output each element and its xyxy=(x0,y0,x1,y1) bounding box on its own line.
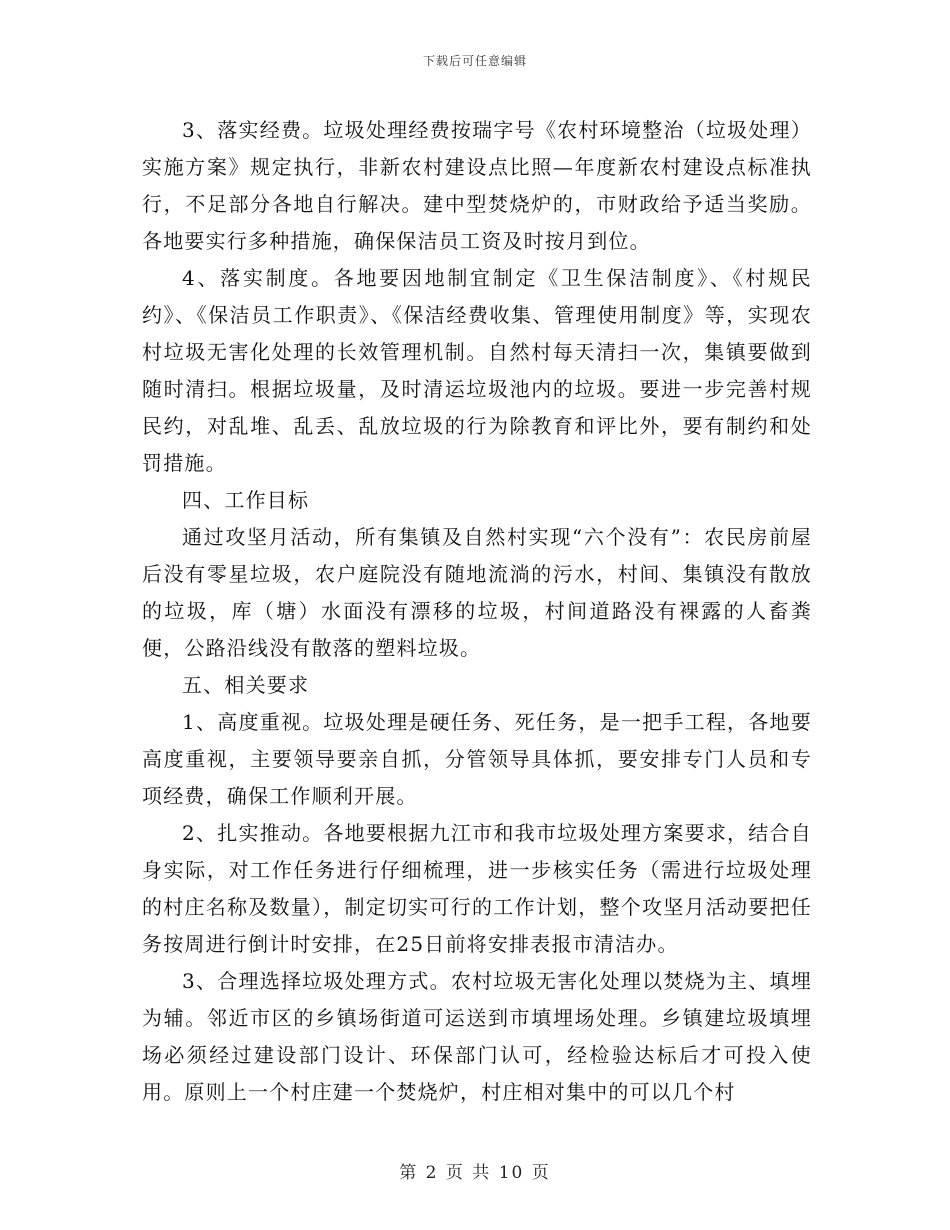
page-footer: 第 2 页 共 10 页 xyxy=(399,1163,551,1183)
paragraph-attention: 1、高度重视。垃圾处理是硬任务、死任务，是一把手工程，各地要高度重视，主要领导要亲自抓，分管领导具体抓，要安排专门人员和专项经费，确保工作顺利开展。 xyxy=(142,710,812,808)
paragraph-promotion: 2、扎实推动。各地要根据九江市和我市垃圾处理方案要求，结合自身实际，对工作任务进行仔细梳理，进一步核实任务（需进行垃圾处理的村庄名称及数量），制定切实可行的工作计划，整个攻坚月活动要把任务按周进行倒计时安排，在25日前将安排表报市清洁办。 xyxy=(142,821,812,956)
page-header: 下载后可任意编辑 xyxy=(422,54,527,68)
section-heading-requirements: 五、相关要求 xyxy=(182,673,310,697)
paragraph-funding: 3、落实经费。垃圾处理经费按瑞字号《农村环境整治（垃圾处理）实施方案》规定执行，非新农村建设点比照—年度新农村建设点标准执行，不足部分各地自行解决。建中型焚烧炉的，市财政给予适当奖励。各地要实行多种措施，确保保洁员工资及时按月到位。 xyxy=(142,118,812,253)
paragraph-system: 4、落实制度。各地要因地制宜制定《卫生保洁制度》、《村规民约》、《保洁员工作职责》、《保洁经费收集、管理使用制度》等，实现农村垃圾无害化处理的长效管理机制。自然村每天清扫一次，集镇要做到随时清扫。根据垃圾量，及时清运垃圾池内的垃圾。要进一步完善村规民约，对乱堆、乱丢、乱放垃圾的行为除教育和评比外，要有制约和处罚措施。 xyxy=(142,266,812,475)
document-body xyxy=(142,112,812,1111)
section-heading-goals: 四、工作目标 xyxy=(182,488,310,512)
paragraph-disposal-method: 3、合理选择垃圾处理方式。农村垃圾无害化处理以焚烧为主、填埋为辅。邻近市区的乡镇场街道可运送到市填埋场处理。乡镇建垃圾填埋场必须经过建设部门设计、环保部门认可，经检验达标后才可投入使用。原则上一个村庄建一个焚烧炉，村庄相对集中的可以几个村 xyxy=(142,969,812,1104)
paragraph-goals: 通过攻坚月活动，所有集镇及自然村实现“六个没有”：农民房前屋后没有零星垃圾，农户庭院没有随地流淌的污水，村间、集镇没有散放的垃圾，库（塘）水面没有漂移的垃圾，村间道路没有裸露的人畜粪便，公路沿线没有散落的塑料垃圾。 xyxy=(142,525,812,660)
